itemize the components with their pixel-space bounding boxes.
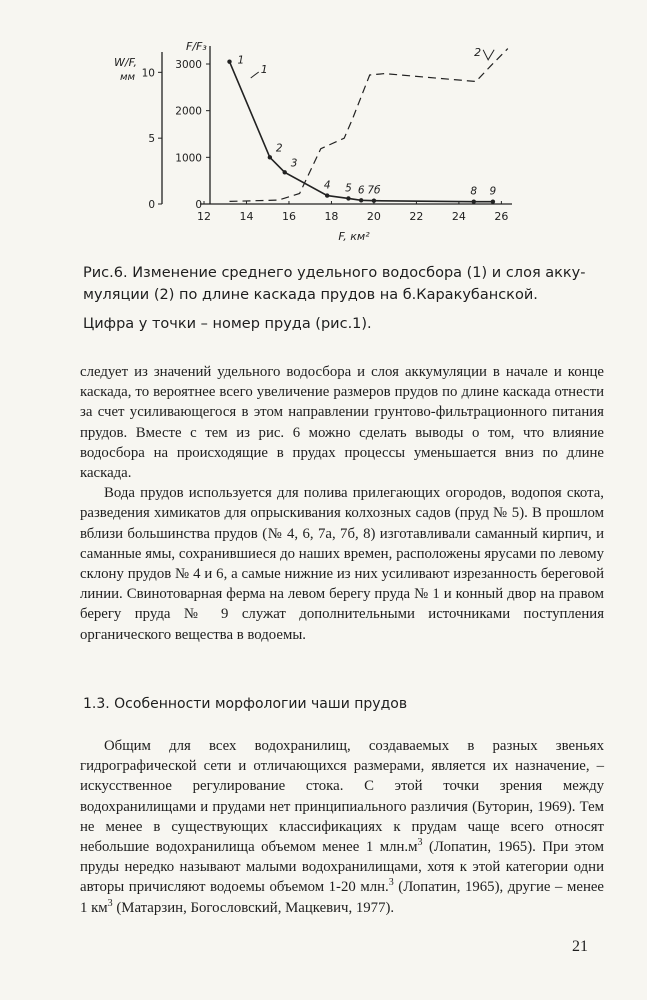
x-axis-label: F, км²: [338, 230, 370, 243]
curve-2-label: 2: [474, 45, 482, 59]
outer-y-axis-label: W/F,: [114, 56, 137, 69]
curve-1-label: 1: [260, 63, 268, 76]
paragraph-3-part-2: (Лопатин, 1965). При этом пруды нередко называют малыми водохранилищами, хотя к этой категории одни авторы причисляют водоемы объемом 1-20 млн.: [80, 839, 604, 896]
series-1-point: [268, 155, 272, 159]
series-1-line: [230, 62, 493, 202]
paragraph-3-part-4: (Матарзин, Богословский, Мацкевич, 1977).: [112, 899, 395, 916]
section-heading: 1.3. Особенности морфологии чаши прудов: [83, 696, 408, 712]
pond-number-label: 8: [470, 185, 478, 198]
figure-caption: [83, 262, 603, 306]
pond-number-label: 5: [345, 182, 352, 195]
pond-number-label: 3: [290, 157, 298, 170]
paragraph-2: Вода прудов используется для полива прилегающих огородов, водопоя скота, разведения химикатов для опрыскивания колхозных садов (пруд № 5). В прошлом вблизи большинства прудов (№ 4, 6, 7а, 7б, 8) изготавливали саманный кирпич, и саманные ямы, сохранившиеся до наших времен, расположены ярусами по левому склону прудов № 4 и 6, а самые нижние из них усиливают изрезанность береговой линии. Свинотоварная ферма на левом берегу пруда № 1 и конный двор на правом берегу пруда № 9 служат дополнительными источниками поступления органического вещества в водоемы.: [80, 485, 604, 643]
x-tick-label: 24: [451, 210, 466, 223]
series-1-point: [346, 196, 350, 200]
series-1-point: [283, 170, 287, 174]
x-tick-label: 14: [239, 210, 254, 223]
superscript-3: 3: [388, 877, 394, 889]
pond-number-label: 2: [275, 142, 283, 155]
inner-y-tick-label: 1000: [175, 152, 202, 165]
paragraph-3-part-3: (Лопатин, 1965), другие – менее 1 км: [80, 879, 604, 916]
caption-line-2: муляции (2) по длине каскада прудов на б.Каракубанской.: [83, 287, 538, 303]
curve-2-leader: [483, 50, 494, 60]
x-tick-label: 26: [494, 210, 509, 223]
x-tick-label: 22: [409, 210, 424, 223]
paragraph-3-part-1: Общим для всех водохранилищ, создаваемых в разных звеньях гидрографической сети и отличающихся размерами, является их назначение, – искусственное регулирование стока. С этой точки зрения между водохранилищами и прудами нет принципиального различия (Буторин, 1969). Тем не менее в существующих классификациях к прудам чаще всего относят небольшие водохранилища объемом менее 1 млн.м: [80, 738, 604, 856]
series-1-point: [359, 198, 363, 202]
pond-number-label: 7б: [367, 184, 381, 197]
x-tick-label: 20: [366, 210, 381, 223]
x-tick-label: 12: [197, 210, 211, 223]
outer-y-tick-label: 10: [141, 67, 155, 80]
pond-number-label: 1: [237, 54, 245, 67]
pond-number-label: 4: [323, 179, 331, 192]
pond-number-label: 6: [357, 184, 365, 197]
outer-y-tick-label: 0: [148, 199, 155, 211]
series-1-point: [472, 199, 476, 203]
x-tick-label: 18: [324, 210, 339, 223]
paragraph-1: следует из значений удельного водосбора и слоя аккумуляции в начале и конце каскада, то вероятнее всего увеличение размеров прудов по длине каскада отнести за счет усиливающегося в этом направлении грунтово-фильтрационного питания прудов. Вместе с тем из рис. 6 можно сделать выводы о том, что влияние водосбора на происходящие в прудах процессы уменьшается вниз по длине каскада.: [80, 364, 604, 482]
curve-1-leader: [251, 72, 259, 78]
caption-note: Цифра у точки – номер пруда (рис.1).: [83, 316, 372, 332]
series-2-line: [230, 49, 508, 202]
outer-y-tick-label: 5: [148, 133, 155, 146]
inner-y-axis-label: F/F₃: [186, 40, 207, 53]
page-number: 21: [572, 938, 588, 955]
paragraph-continuation: [80, 362, 604, 645]
inner-y-tick-label: 0: [195, 199, 202, 211]
inner-y-tick-label: 2000: [175, 105, 202, 118]
series-1-point: [227, 59, 231, 63]
pond-number-label: 9: [489, 185, 497, 198]
figure-6-chart: [110, 28, 530, 250]
superscript-3: 3: [417, 837, 423, 849]
series-1-point: [325, 193, 329, 197]
outer-y-axis-unit: мм: [120, 72, 136, 83]
series-1-point: [491, 199, 495, 203]
series-1-point: [372, 199, 376, 203]
paragraph-3: [80, 736, 604, 918]
inner-y-tick-label: 3000: [175, 59, 202, 71]
caption-line-1: Рис.6. Изменение среднего удельного водосбора (1) и слоя акку-: [83, 265, 586, 281]
section-body: [80, 736, 604, 918]
superscript-3: 3: [107, 897, 113, 909]
x-tick-label: 16: [281, 210, 296, 223]
